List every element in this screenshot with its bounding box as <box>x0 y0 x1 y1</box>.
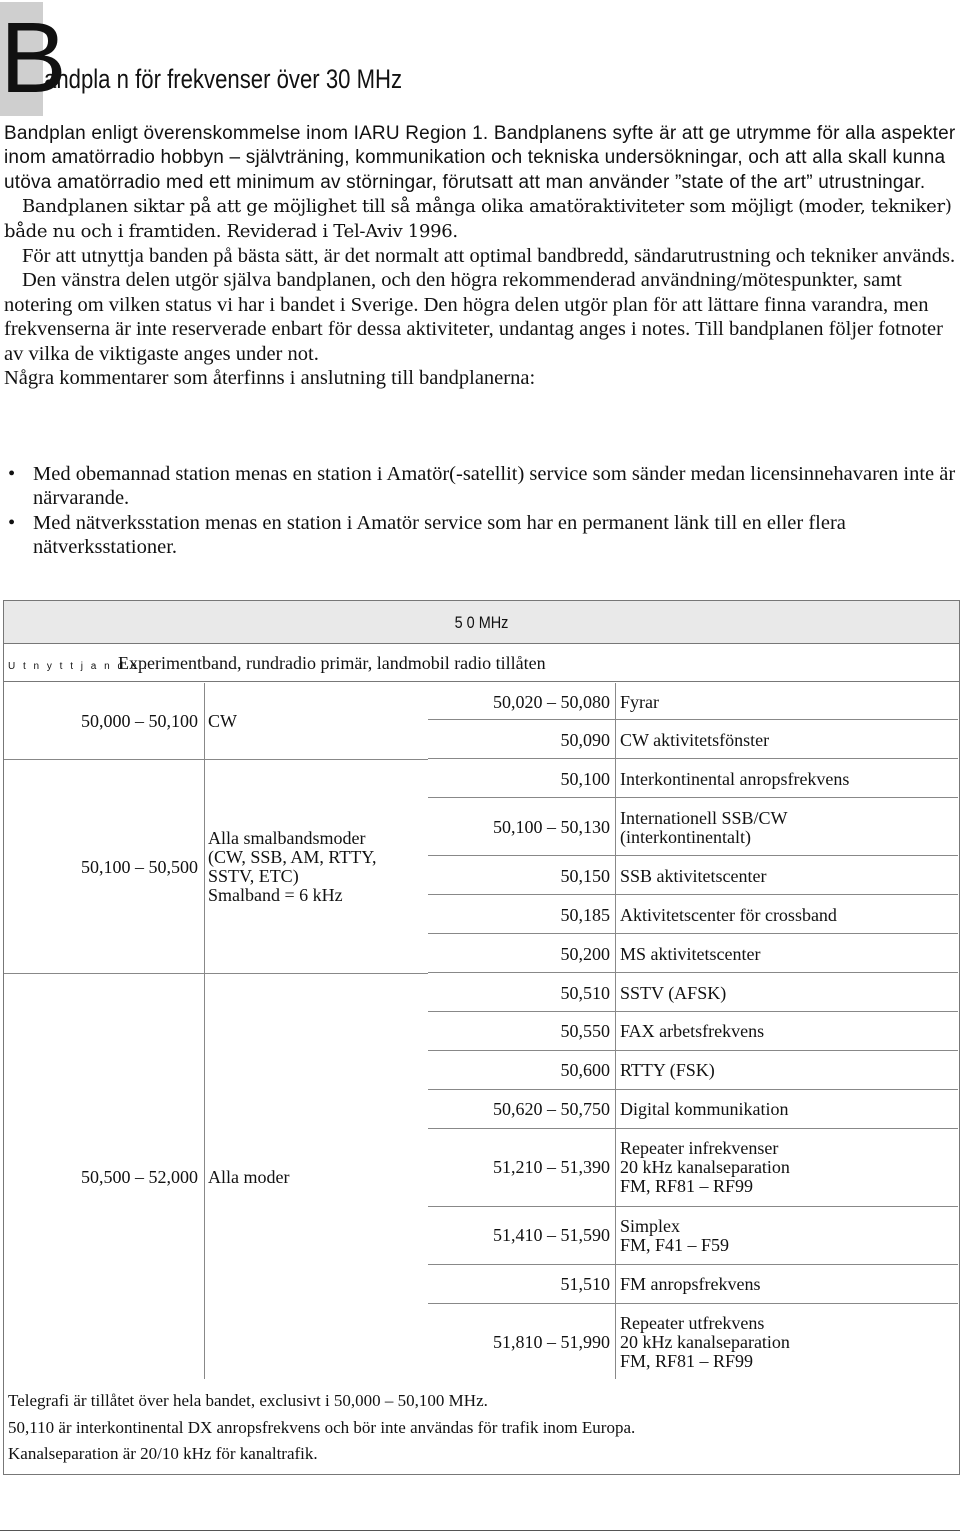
page-title: andpla n för frekvenser över 30 MHz <box>44 64 403 94</box>
desc-cell: 20 kHz kanalseparation <box>620 1332 790 1352</box>
freq-cell: 50,510 <box>560 983 610 1003</box>
freq-cell: 51,510 <box>560 1274 610 1294</box>
desc-cell: Fyrar <box>620 692 659 712</box>
desc-cell: Aktivitetscenter för crossband <box>620 905 837 925</box>
desc-cell: Simplex <box>620 1216 681 1236</box>
desc-cell: FAX arbetsfrekvens <box>620 1021 765 1041</box>
segment-mode: Smalband = 6 kHz <box>208 885 343 905</box>
row-divider <box>4 973 428 974</box>
desc-cell: Internationell SSB/CW <box>620 808 788 828</box>
desc-cell: FM anropsfrekvens <box>620 1274 761 1294</box>
desc-cell: FM, RF81 – RF99 <box>620 1351 754 1371</box>
desc-cell: Digital kommunikation <box>620 1099 789 1119</box>
row-divider <box>428 1011 958 1012</box>
freq-cell: 50,200 <box>560 944 610 964</box>
desc-cell: Repeater infrekvenser <box>620 1138 779 1158</box>
row-divider <box>428 1128 958 1129</box>
page-header <box>0 0 960 120</box>
freq-cell: 50,185 <box>560 905 610 925</box>
row-divider <box>428 855 958 856</box>
segment-range: 50,000 – 50,100 <box>81 711 198 731</box>
bullet-list <box>4 462 956 560</box>
page-bottom-rule <box>0 1530 960 1531</box>
row-divider <box>428 1089 958 1090</box>
table-notes <box>8 1388 635 1468</box>
desc-cell: 20 kHz kanalseparation <box>620 1157 790 1177</box>
desc-cell: Interkontinental anropsfrekvens <box>620 769 850 789</box>
freq-cell: 50,150 <box>560 866 610 886</box>
row-divider <box>428 758 958 759</box>
bandplan-table <box>3 600 960 1475</box>
row-divider <box>428 972 958 973</box>
segment-mode: (CW, SSB, AM, RTTY, <box>208 847 377 867</box>
desc-cell: FM, F41 – F59 <box>620 1235 730 1255</box>
bullet-item <box>4 462 956 511</box>
segment-range: 50,500 – 52,000 <box>81 1167 198 1187</box>
freq-cell: 50,600 <box>560 1060 610 1080</box>
desc-cell: SSB aktivitetscenter <box>620 866 767 886</box>
freq-cell: 50,550 <box>560 1021 610 1041</box>
row-divider <box>428 797 958 798</box>
usage-text: Experimentband, rundradio primär, landmobil radio tillåten <box>118 653 546 673</box>
intro-paragraph-2: Bandplanen siktar på att ge möjlighet till så många olika amatöraktiviteter som möjligt (moder, tekniker) både nu och i framtiden. Reviderad i Tel-Aviv 1996. <box>4 196 952 242</box>
segment-mode: Alla moder <box>208 1167 290 1187</box>
desc-cell: MS aktivitetscenter <box>620 944 761 964</box>
column-divider <box>615 683 616 1379</box>
freq-cell: 50,090 <box>560 730 610 750</box>
desc-cell: RTTY (FSK) <box>620 1060 715 1080</box>
segment-range: 50,100 – 50,500 <box>81 857 198 877</box>
segment-mode: CW <box>208 711 237 731</box>
row-divider <box>4 759 428 760</box>
bullet-text: Med nätverksstation menas en station i Amatör service som har en permanent länk till en eller flera nätverksstationer. <box>33 511 846 559</box>
segment-mode: Alla smalbandsmoder <box>208 828 366 848</box>
freq-cell: 50,100 <box>560 769 610 789</box>
usage-row <box>4 644 959 682</box>
note-line: Kanalseparation är 20/10 kHz för kanaltrafik. <box>8 1444 318 1463</box>
desc-cell: FM, RF81 – RF99 <box>620 1176 754 1196</box>
intro-paragraph-5: Några kommentarer som återfinns i anslutning till bandplanerna: <box>4 367 536 390</box>
bullet-dot: • <box>8 511 16 534</box>
desc-cell: CW aktivitetsfönster <box>620 730 770 750</box>
freq-cell: 51,810 – 51,990 <box>493 1332 610 1352</box>
row-divider <box>428 933 958 934</box>
note-line: 50,110 är interkontinental DX anropsfrekvens och bör inte användas för trafik inom Europa. <box>8 1417 636 1437</box>
desc-cell: SSTV (AFSK) <box>620 983 727 1003</box>
row-divider <box>428 1206 958 1207</box>
desc-cell: Repeater utfrekvens <box>620 1313 765 1333</box>
row-divider <box>428 1264 958 1265</box>
bullet-text: Med obemannad station menas en station i Amatör(-satellit) service som sänder medan licensinnehavaren inte är närvarande. <box>33 463 956 510</box>
freq-cell: 50,100 – 50,130 <box>493 817 610 837</box>
column-divider <box>204 683 205 1379</box>
freq-cell: 50,620 – 50,750 <box>493 1099 610 1119</box>
note-line: Telegrafi är tillåtet över hela bandet, exclusivt i 50,000 – 50,100 MHz. <box>8 1391 488 1410</box>
bullet-item <box>4 511 956 560</box>
bullet-dot: • <box>8 463 16 485</box>
row-divider <box>428 719 958 720</box>
row-divider <box>428 1303 958 1304</box>
desc-cell: (interkontinentalt) <box>620 827 751 847</box>
intro-paragraph-3: För att utnyttja banden på bästa sätt, är det normalt att optimal bandbredd, sändarutrustning och tekniker används. <box>22 245 956 268</box>
drop-cap-letter: B <box>0 2 63 114</box>
row-divider <box>428 894 958 895</box>
row-divider <box>428 1050 958 1051</box>
segment-mode: SSTV, ETC) <box>208 866 299 886</box>
intro-text <box>4 122 956 390</box>
freq-cell: 50,020 – 50,080 <box>493 692 610 712</box>
band-header <box>4 601 959 644</box>
intro-paragraph-1: Bandplan enligt överenskommelse inom IARU Region 1. Bandplanens syfte är att ge utrymme för alla aspekter inom amatörradio hobbyn – självträning, kommunikation och tekniska undersökningar, och att alla skall kunna utöva amatörradio med ett minimum av störningar, förutsatt att man använder ”state of the art” utrustningar. <box>4 123 956 193</box>
usage-label: U t n y t t j a n d e : <box>8 661 150 672</box>
freq-cell: 51,210 – 51,390 <box>493 1157 610 1177</box>
freq-cell: 51,410 – 51,590 <box>493 1225 610 1245</box>
intro-paragraph-4: Den vänstra delen utgör själva bandplanen, och den högra rekommenderad användning/mötespunkter, samt notering om vilken status vi har i bandet i Sverige. Den högra delen utgör plan för att lättare finna varandra, men frekvenserna är inte reserverade enbart för dessa aktiviteter, undantag anges i notes. Till bandplanen följer fotnoter av vilka de viktigaste anges under not. <box>4 269 943 365</box>
band-title: 5 0 MHz <box>454 613 509 632</box>
